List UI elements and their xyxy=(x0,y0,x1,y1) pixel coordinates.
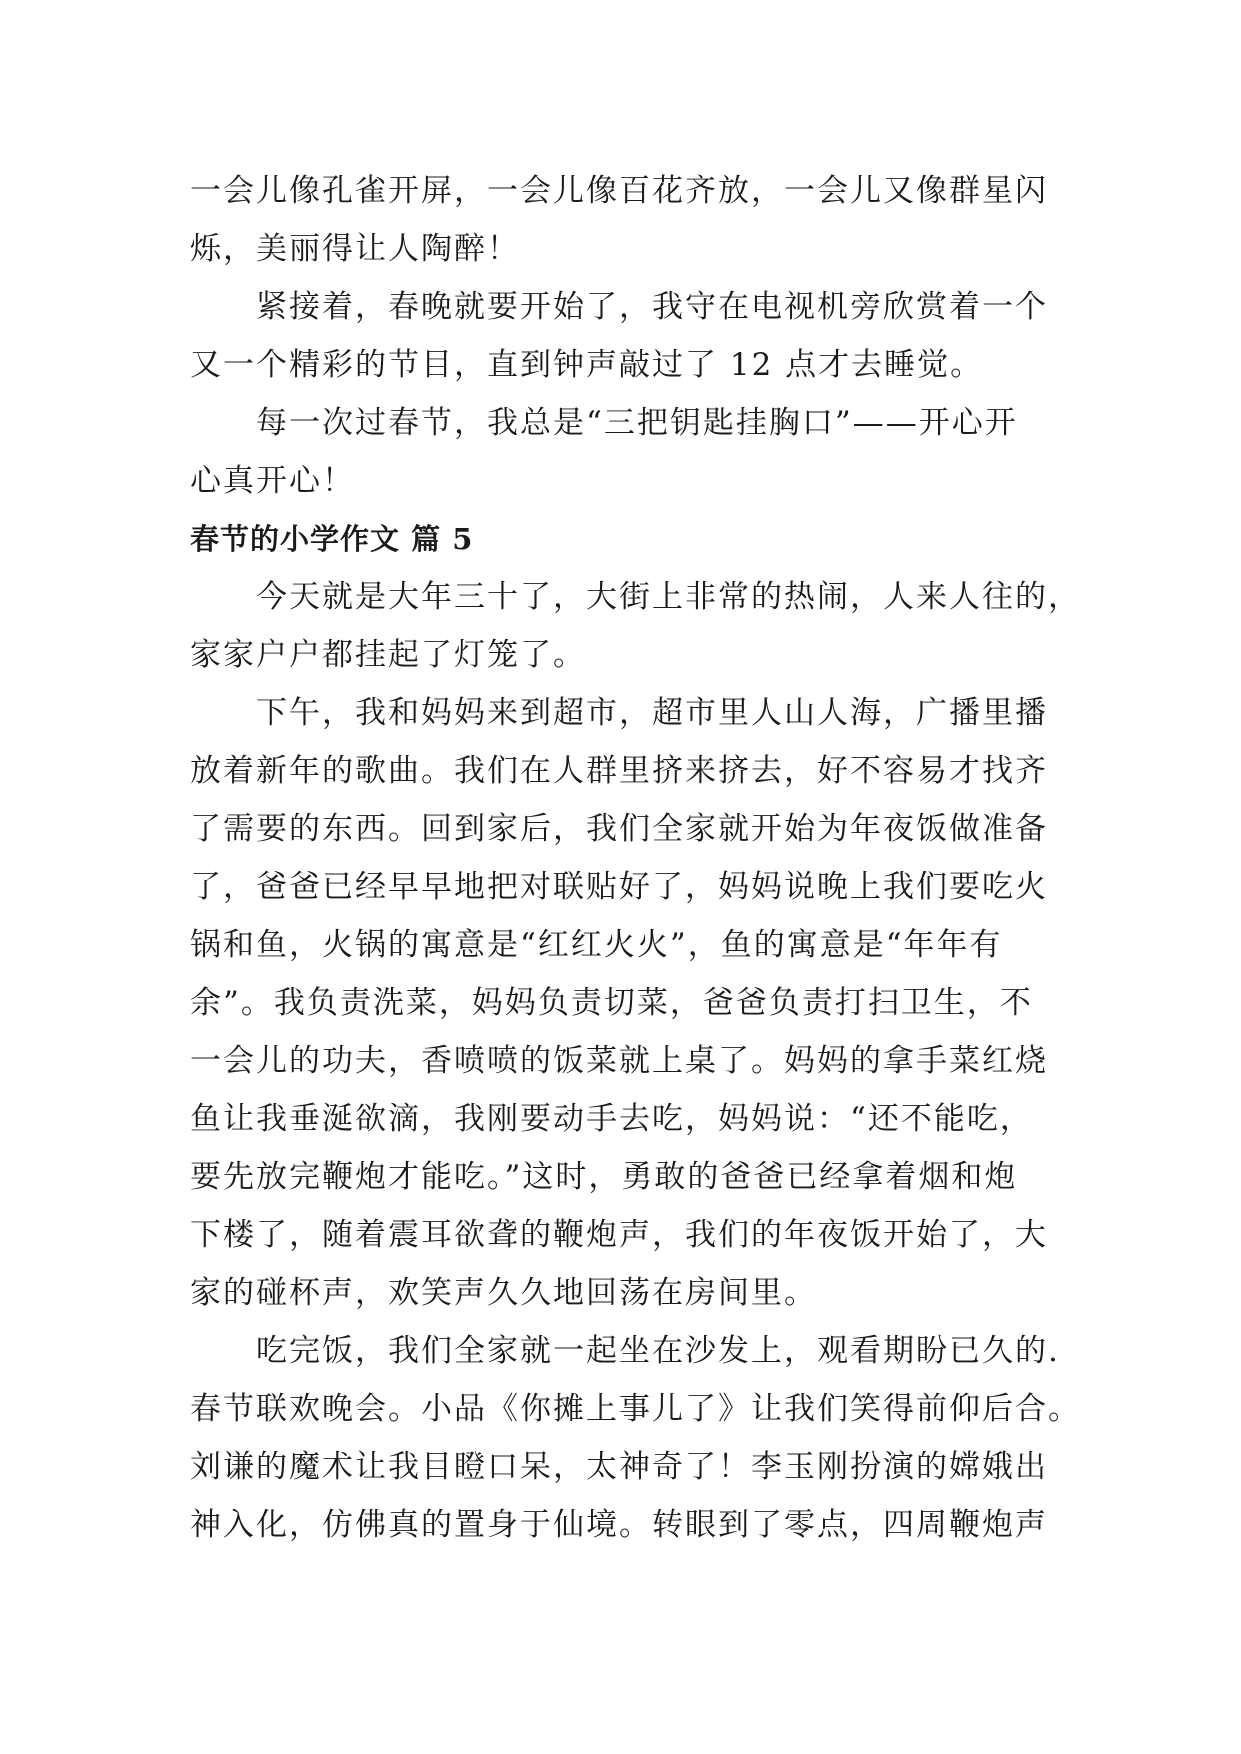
text-line: 今天就是大年三十了，大街上非常的热闹，人来人往的， xyxy=(256,579,1081,615)
text-line: 神入化，仿佛真的置身于仙境。转眼到了零点，四周鞭炮声 xyxy=(190,1507,1048,1543)
text-line: 心真开心！ xyxy=(190,463,355,499)
text-line: 一会儿的功夫，香喷喷的饭菜就上桌了。妈妈的拿手菜红烧 xyxy=(190,1043,1048,1079)
text-line: 一会儿像孔雀开屏，一会儿像百花齐放，一会儿又像群星闪 xyxy=(190,173,1048,209)
text-line: 春节联欢晚会。小品《你摊上事儿了》让我们笑得前仰后合。 xyxy=(190,1391,1081,1427)
paragraph xyxy=(190,162,1058,278)
text-line: 下午，我和妈妈来到超市，超市里人山人海，广播里播 xyxy=(256,695,1048,731)
text-line: 家家户户都挂起了灯笼了。 xyxy=(190,637,586,673)
text-line: 鱼让我垂涎欲滴，我刚要动手去吃，妈妈说：“还不能吃， xyxy=(190,1101,1033,1137)
paragraph xyxy=(190,278,1058,394)
text-line: 每一次过春节，我总是“三把钥匙挂胸口”——开心开 xyxy=(256,405,1018,441)
text-line: 刘谦的魔术让我目瞪口呆，太神奇了！李玉刚扮演的嫦娥出 xyxy=(190,1449,1048,1485)
section-heading: 春节的小学作文 篇 5 xyxy=(190,522,474,556)
text-line: 要先放完鞭炮才能吃。”这时，勇敢的爸爸已经拿着烟和炮 xyxy=(190,1159,1018,1195)
text-line: 了，爸爸已经早早地把对联贴好了，妈妈说晚上我们要吃火 xyxy=(190,869,1048,905)
text-line: 余”。我负责洗菜，妈妈负责切菜，爸爸负责打扫卫生，不 xyxy=(190,985,1033,1021)
paragraph xyxy=(190,684,1058,1322)
text-line: 了需要的东西。回到家后，我们全家就开始为年夜饭做准备 xyxy=(190,811,1048,847)
text-line: 吃完饭，我们全家就一起坐在沙发上，观看期盼已久的. xyxy=(256,1333,1060,1369)
text-line: 又一个精彩的节目，直到钟声敲过了 12 点才去睡觉。 xyxy=(190,347,984,383)
text-line: 锅和鱼，火锅的寓意是“红红火火”，鱼的寓意是“年年有 xyxy=(190,927,1003,963)
paragraph xyxy=(190,394,1058,510)
document-body xyxy=(190,162,1081,1554)
paragraph xyxy=(190,1322,1081,1554)
paragraph xyxy=(190,568,1081,684)
text-line: 下楼了，随着震耳欲聋的鞭炮声，我们的年夜饭开始了，大 xyxy=(190,1217,1048,1253)
text-line: 紧接着，春晚就要开始了，我守在电视机旁欣赏着一个 xyxy=(256,289,1048,325)
text-line: 烁，美丽得让人陶醉！ xyxy=(190,231,520,267)
text-line: 放着新年的歌曲。我们在人群里挤来挤去，好不容易才找齐 xyxy=(190,753,1048,789)
text-line: 家的碰杯声，欢笑声久久地回荡在房间里。 xyxy=(190,1275,817,1311)
